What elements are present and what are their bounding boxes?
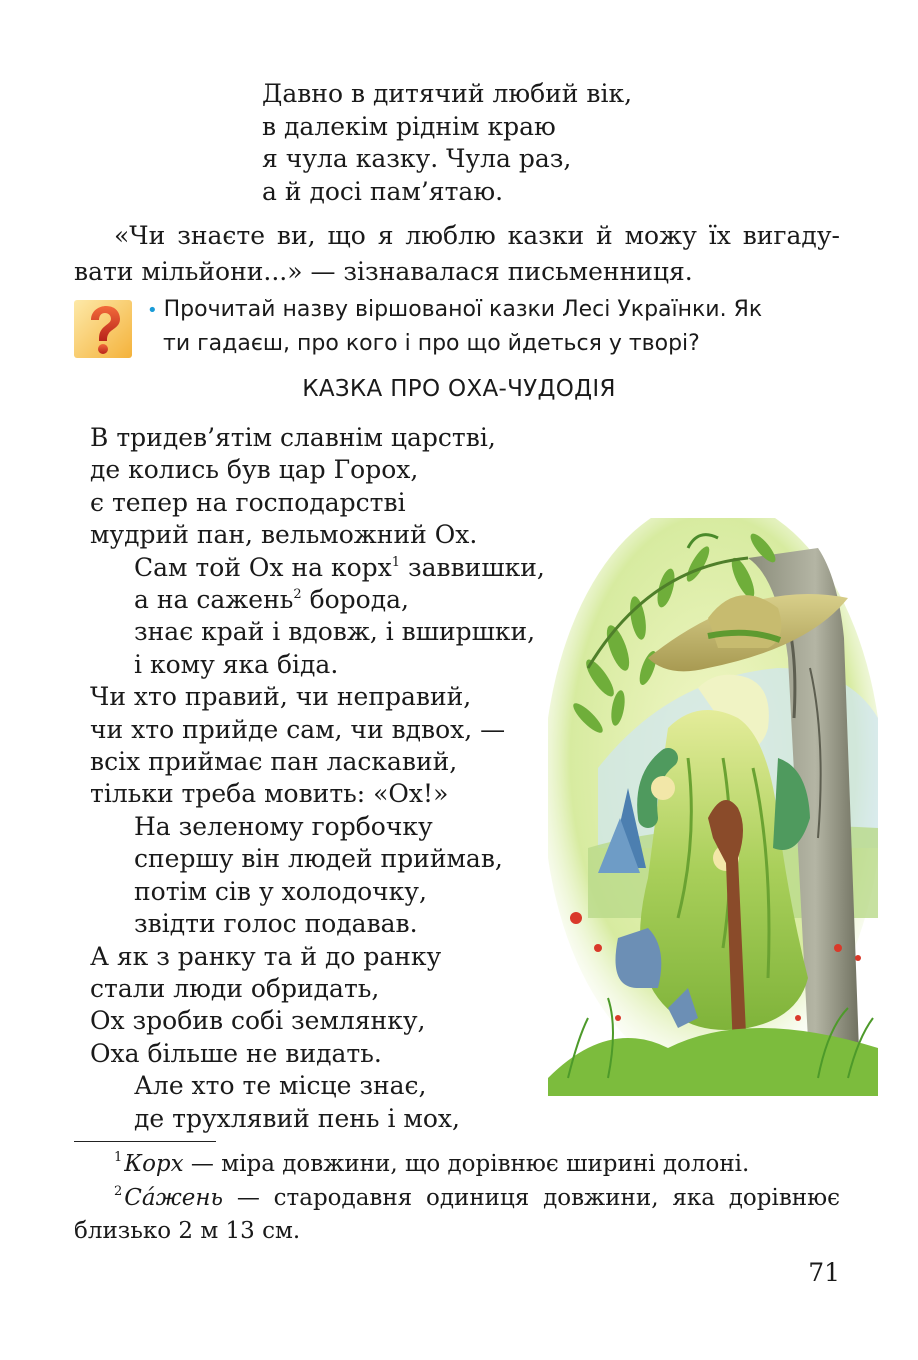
- poem-line: спершу він людей приймав,: [134, 844, 503, 874]
- poem-line: Чи хто правий, чи неправий,: [90, 682, 472, 712]
- question-task: [147, 293, 841, 360]
- footnote-term: Корх: [124, 1151, 184, 1177]
- poem-line: де колись був цар Горох,: [90, 455, 419, 485]
- poem-line: [90, 584, 545, 616]
- bullet: •: [147, 300, 158, 321]
- question-line: ти гадаєш, про кого і про що йдеться у творі?: [163, 331, 700, 356]
- poem-line: тільки треба мовить: «Ох!»: [90, 779, 449, 809]
- poem-line: стали люди обридать,: [90, 973, 380, 1003]
- poem-line: мудрий пан, вельможний Ох.: [90, 520, 478, 550]
- poem-line-part: Сам той Ох на корх: [134, 552, 392, 582]
- footnote-rule: [74, 1141, 216, 1142]
- poem-line: знає край і вдовж, і вширшки,: [134, 617, 536, 647]
- poem-line: [90, 552, 545, 584]
- poem-line-part: борода,: [301, 585, 409, 615]
- poem-line: чи хто прийде сам, чи вдвох, —: [90, 714, 506, 744]
- poem-text: [90, 422, 545, 1135]
- footnote-ref: 1: [391, 554, 401, 570]
- page-number: 71: [808, 1258, 840, 1287]
- poem-line: і кому яка біда.: [134, 649, 339, 679]
- footnote-2: [74, 1182, 840, 1248]
- question-line: Прочитай назву віршованої казки Лесі Українки. Як: [163, 297, 763, 322]
- poem-line: В тридев’ятім славнім царстві,: [90, 423, 496, 452]
- epigraph-verse: [262, 78, 632, 208]
- question-mark-icon: [74, 300, 132, 358]
- author-quote: «Чи знаєте ви, що я люблю казки й можу їх вигадувати мільйони...» — зізнавалася письменниця.: [74, 221, 840, 286]
- poem-line: де трухлявий пень і мох,: [134, 1103, 460, 1133]
- poem-line: Оха більше не видать.: [90, 1038, 382, 1068]
- poem-line: звідти голос подавав.: [134, 909, 418, 939]
- poem-line: На зеленому горбочку: [134, 811, 433, 841]
- epigraph-line: я чула казку. Чула раз,: [262, 144, 572, 173]
- footnote-text: — стародавня одиниця довжини, яка дорівнює близько 2 м 13 см.: [74, 1185, 840, 1244]
- footnote-number: 1: [114, 1150, 123, 1165]
- poem-line: всіх приймає пан ласкавий,: [90, 747, 458, 777]
- poem-line: є тепер на господарстві: [90, 487, 406, 517]
- epigraph-line: а й досі пам’ятаю.: [262, 176, 504, 206]
- epigraph-line: Давно в дитячий любий вік,: [262, 79, 633, 108]
- poem-title: КАЗКА ПРО ОХА-ЧУДОДІЯ: [302, 376, 616, 402]
- footnote-1: [74, 1148, 840, 1181]
- old-man-och-illustration: [548, 518, 878, 1096]
- poem-line-part: а на сажень: [134, 585, 294, 615]
- footnote-number: 2: [114, 1184, 123, 1199]
- footnote-ref: 2: [293, 587, 302, 603]
- footnote-text: — міра довжини, що дорівнює ширині долоні.: [183, 1151, 750, 1177]
- poem-line: потім сів у холодочку,: [134, 876, 427, 906]
- poem-line-part: заввишки,: [400, 552, 545, 582]
- poem-line: А як з ранку та й до ранку: [90, 941, 442, 971]
- poem-line: Ох зробив собі землянку,: [90, 1006, 426, 1036]
- epigraph-line: в далекім ріднім краю: [262, 111, 556, 141]
- footnote-term: Сáжень: [124, 1185, 224, 1211]
- poem-line: Але хто те місце знає,: [134, 1071, 427, 1101]
